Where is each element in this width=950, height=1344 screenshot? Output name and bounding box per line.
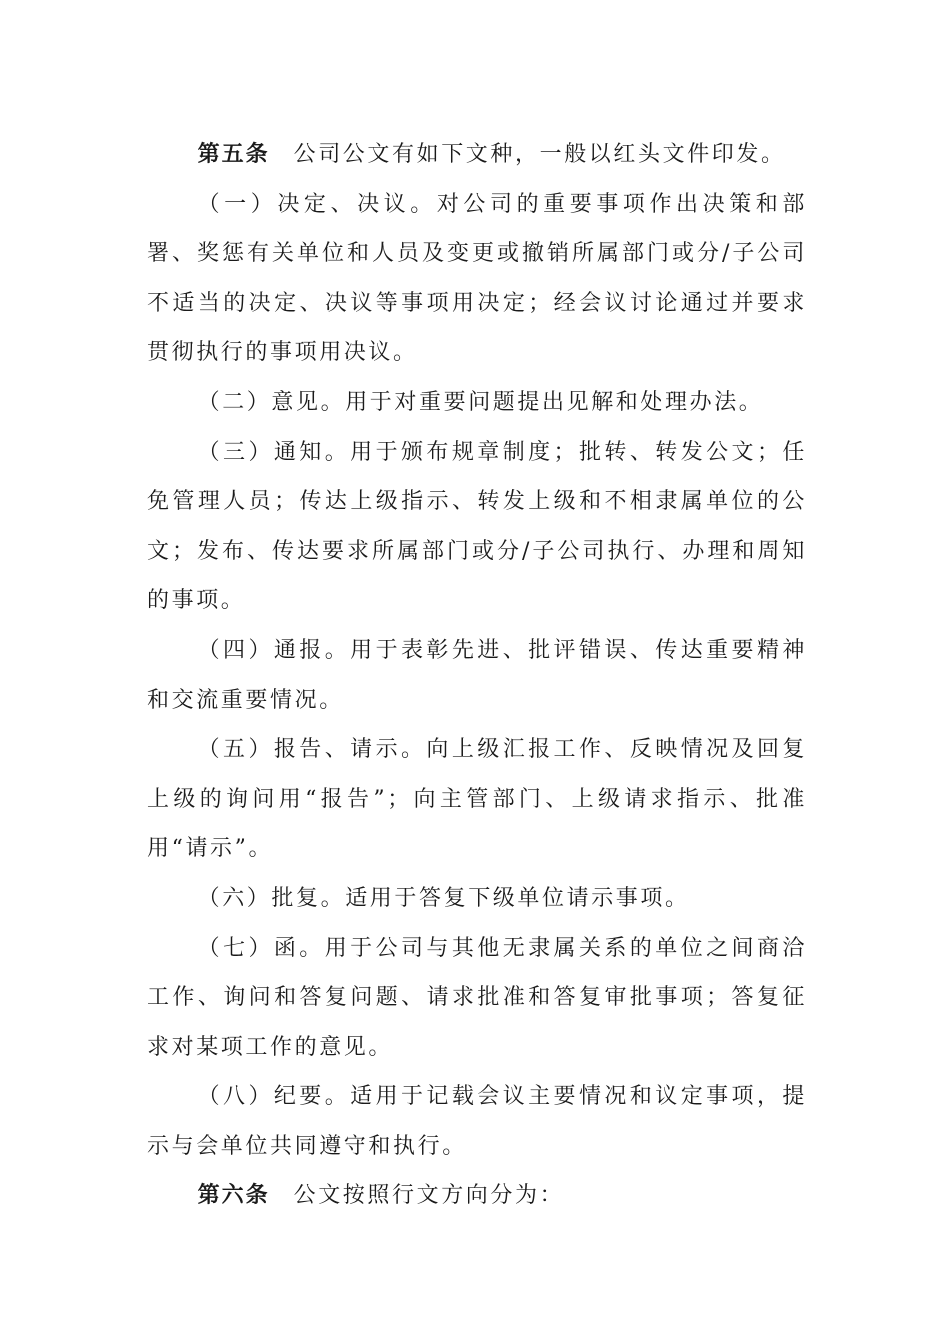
article-heading: 第六条 xyxy=(197,1183,270,1209)
paragraph-text: 公司公文有如下文种，一般以红头文件印发。 xyxy=(293,142,786,167)
item-5-report-paragraph xyxy=(147,725,807,874)
item-7-letter-paragraph xyxy=(147,924,807,1073)
item-2-opinion-paragraph xyxy=(147,378,807,428)
item-3-notice-paragraph xyxy=(147,428,807,626)
paragraph-text: （二）意见。用于对重要问题提出见解和处理办法。 xyxy=(197,389,764,415)
paragraph-text: （三）通知。用于颁布规章制度；批转、转发公文；任免管理人员；传达上级指示、转发上级和不相隶属单位的公文；发布、传达要求所属部门或分/子公司执行、办理和周知的事项。 xyxy=(147,439,807,614)
article-heading: 第五条 xyxy=(197,142,270,167)
item-6-reply-paragraph xyxy=(147,874,807,924)
item-1-decision-paragraph xyxy=(147,180,807,378)
paragraph-text: （七）函。用于公司与其他无隶属关系的单位之间商洽工作、询问和答复问题、请求批准和答复审批事项；答复征求对某项工作的意见。 xyxy=(147,935,807,1060)
paragraph-text: （五）报告、请示。向上级汇报工作、反映情况及回复上级的询问用“报告”；向主管部门、上级请求指示、批准用“请示”。 xyxy=(147,737,807,862)
item-8-minutes-paragraph xyxy=(147,1072,807,1171)
paragraph-text: （四）通报。用于表彰先进、批评错误、传达重要精神和交流重要情况。 xyxy=(147,637,807,713)
item-4-bulletin-paragraph xyxy=(147,626,807,725)
paragraph-text: （一）决定、决议。对公司的重要事项作出决策和部署、奖惩有关单位和人员及变更或撤销所属部门或分/子公司不适当的决定、决议等事项用决定；经会议讨论通过并要求贯彻执行的事项用决议。 xyxy=(147,191,807,366)
paragraph-text: （八）纪要。适用于记载会议主要情况和议定事项，提示与会单位共同遵守和执行。 xyxy=(147,1084,807,1159)
paragraph-text: 公文按照行文方向分为： xyxy=(293,1183,565,1209)
paragraph-text: （六）批复。适用于答复下级单位请示事项。 xyxy=(197,885,690,911)
document-body xyxy=(147,130,807,1221)
article-5-paragraph xyxy=(147,130,807,180)
article-6-paragraph xyxy=(147,1171,807,1221)
